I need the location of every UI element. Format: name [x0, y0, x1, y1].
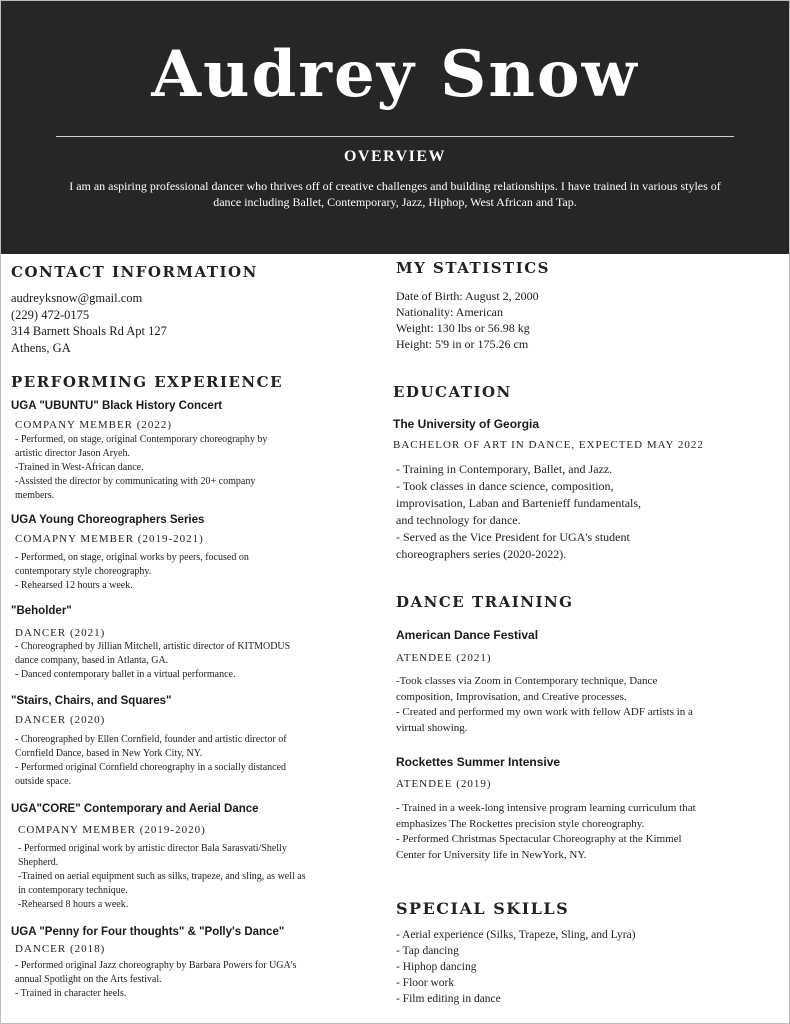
contact-address: 314 Barnett Shoals Rd Apt 127	[11, 324, 167, 338]
resume-name: Audrey Snow	[151, 37, 639, 112]
education-heading: EDUCATION	[393, 383, 512, 401]
school-name: The University of Georgia	[393, 417, 540, 431]
performance-role: COMPANY MEMBER (2022)	[15, 419, 173, 431]
overview-heading: OVERVIEW	[343, 148, 447, 165]
contact-block	[11, 290, 167, 356]
contact-city: Athens, GA	[11, 340, 71, 355]
performance-role: DANCER (2021)	[15, 627, 106, 639]
header-divider	[56, 136, 734, 137]
header-banner	[1, 1, 789, 254]
contact-email: audreyksnow@gmail.com	[11, 291, 143, 305]
performance-role: COMAPNY MEMBER (2019-2021)	[15, 533, 204, 545]
performance-title: UGA Young Choreographers Series	[11, 514, 205, 526]
performance-description: - Performed original work by artistic director Bala Sarasvati/Shelly Shepherd. -Trained on aerial equipment such as silks, trapeze, and sling, as well as in contemporary technique. -Rehearsed 8 hours a week.	[18, 843, 306, 910]
performance-role: DANCER (2020)	[15, 714, 106, 726]
performance-title: UGA"CORE" Contemporary and Aerial Dance	[11, 803, 259, 815]
contact-phone: (229) 472-0175	[11, 307, 90, 322]
training-description: -Took classes via Zoom in Contemporary technique, Dance composition, Improvisation, and Creative processes. - Created and performed my own work with fellow ADF artists in a virtual showing.	[396, 675, 693, 734]
performance-title: "Beholder"	[11, 605, 72, 617]
performance-title: "Stairs, Chairs, and Squares"	[11, 695, 172, 707]
performance-role: DANCER (2018)	[15, 943, 106, 955]
performance-description: - Performed original Jazz choreography by Barbara Powers for UGA's annual Spotlight on the Arts festival. - Trained in character heels.	[15, 960, 297, 999]
performance-title: UGA "UBUNTU" Black History Concert	[11, 400, 223, 412]
statistics-block: Date of Birth: August 2, 2000 Nationality: American Weight: 130 lbs or 56.98 kg Height: 5'9 in or 175.26 cm	[396, 289, 539, 351]
performance-description: - Choreographed by Jillian Mitchell, artistic director of KITMODUS dance company, based in Atlanta, GA. - Danced contemporary ballet in a virtual performance.	[15, 641, 291, 680]
statistics-heading: MY STATISTICS	[396, 259, 550, 277]
performance-title: UGA "Penny for Four thoughts" & "Polly's Dance"	[11, 926, 285, 938]
training-title: American Dance Festival	[396, 628, 539, 642]
training-description: - Trained in a week-long intensive program learning curriculum that emphasizes The Rockettes precision style choreography. - Performed Christmas Spectacular Choreography at the Kimmel Center for University life in NewYork, NY.	[396, 802, 696, 861]
contact-heading: CONTACT INFORMATION	[11, 263, 258, 281]
performance-role: COMPANY MEMBER (2019-2020)	[18, 824, 206, 836]
degree: BACHELOR OF ART IN DANCE, EXPECTED MAY 2022	[393, 439, 704, 451]
skills-list: - Aerial experience (Silks, Trapeze, Sling, and Lyra) - Tap dancing - Hiphop dancing - Floor work - Film editing in dance	[396, 929, 636, 1005]
training-role: ATENDEE (2019)	[396, 778, 492, 790]
performance-description: - Performed, on stage, original Contemporary choreography by artistic director Jason Aryeh. -Trained in West-African dance. -Assisted the director by communicating with 20+ company members.	[15, 434, 268, 501]
performance-description: - Choreographed by Ellen Cornfield, founder and artistic director of Cornfield Dance, based in New York City, NY. - Performed original Cornfield choreography in a socially distanced outside space.	[15, 734, 287, 787]
training-heading: DANCE TRAINING	[396, 593, 574, 611]
training-role: ATENDEE (2021)	[396, 652, 492, 664]
performance-description: - Performed, on stage, original works by peers, focused on contemporary style choreography. - Rehearsed 12 hours a week.	[15, 552, 249, 591]
overview-text: I am an aspiring professional dancer who thrives off of creative challenges and building relationships. I have trained in various styles of dance including Ballet, Contemporary, Jazz, Hiphop, West African and Tap.	[69, 179, 721, 209]
education-description: - Training in Contemporary, Ballet, and Jazz. - Took classes in dance science, composition, improvisation, Laban and Bartenieff fundamentals, and technology for dance. - Served as the Vice President for UGA's student choreographers series (2020-2022).	[396, 462, 642, 561]
performing-heading: PERFORMING EXPERIENCE	[11, 373, 284, 391]
skills-heading: SPECIAL SKILLS	[396, 899, 570, 918]
training-title: Rockettes Summer Intensive	[396, 755, 561, 769]
